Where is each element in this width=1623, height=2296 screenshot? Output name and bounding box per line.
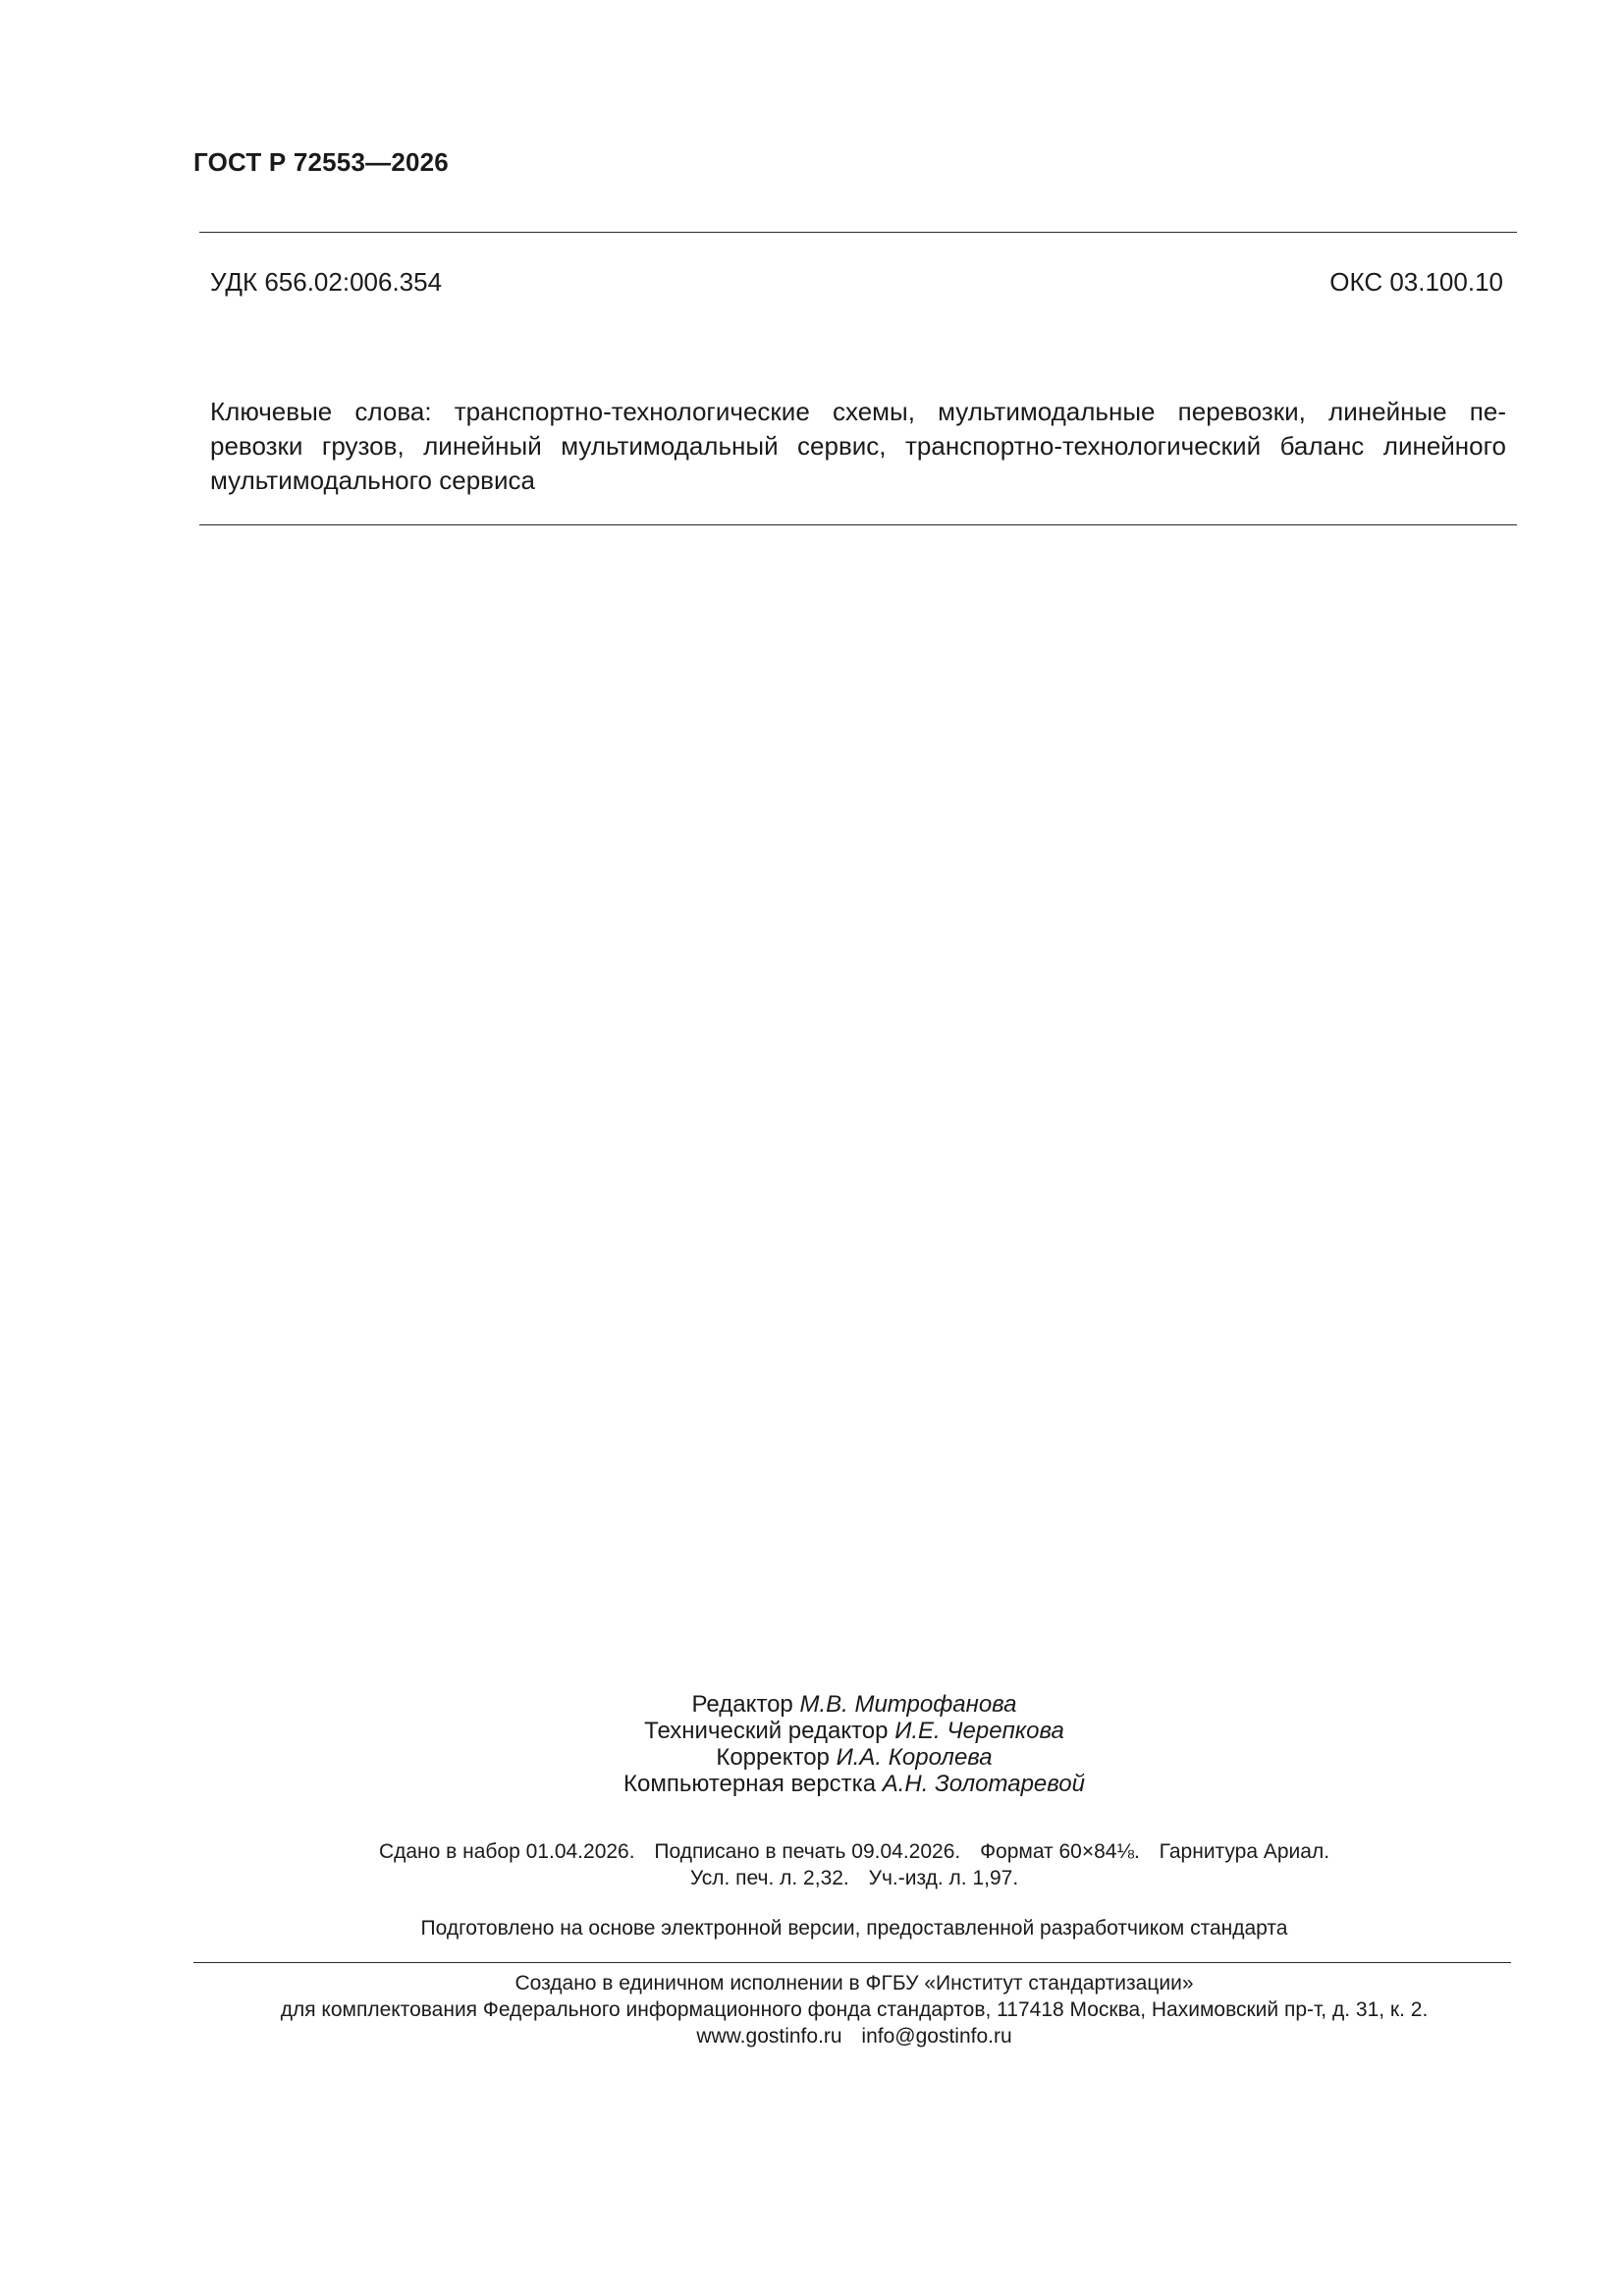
- keywords-line: ревозки грузов, линейный мультимодальный сервис, транспортно-технологический баланс линейного: [210, 431, 1506, 461]
- keywords-divider: [199, 524, 1517, 525]
- editorial-staff: [0, 1691, 1623, 1797]
- keywords-line: Ключевые слова: транспортно-технологические схемы, мультимодальные перевозки, линейные пе-: [210, 397, 1506, 426]
- staff-row-editor: [0, 1691, 1623, 1718]
- submitted-date: Сдано в набор 01.04.2026.: [378, 1840, 635, 1863]
- staff-name: И.А. Королева: [836, 1744, 993, 1771]
- staff-row-tech-editor: [0, 1718, 1623, 1744]
- publisher-footer: [0, 1970, 1623, 2050]
- staff-name: М.В. Митрофанова: [799, 1691, 1017, 1718]
- staff-role: Технический редактор: [644, 1718, 889, 1744]
- print-info: [0, 1838, 1623, 1891]
- email-link[interactable]: info@gostinfo.ru: [861, 2025, 1012, 2048]
- prepared-note: Подготовлено на основе электронной версии, предоставленной разработчиком стандарта: [420, 1917, 1288, 1940]
- footer-contacts: [0, 2023, 1623, 2050]
- staff-name: А.Н. Золотаревой: [882, 1771, 1085, 1797]
- top-divider: [199, 232, 1517, 233]
- typeface: Гарнитура Ариал.: [1159, 1840, 1330, 1863]
- oks-code: ОКС 03.100.10: [1329, 267, 1503, 297]
- footer-divider: [193, 1962, 1511, 1963]
- staff-row-layout: [0, 1771, 1623, 1797]
- signed-date: Подписано в печать 09.04.2026.: [654, 1840, 961, 1863]
- staff-role: Корректор: [716, 1744, 830, 1771]
- print-info-line-1: [0, 1838, 1623, 1865]
- print-info-line-2: [0, 1865, 1623, 1891]
- publisher-sheets: Уч.-изд. л. 1,97.: [868, 1867, 1019, 1889]
- staff-row-proofreader: [0, 1744, 1623, 1771]
- udk-code: УДК 656.02:006.354: [210, 267, 443, 297]
- staff-name: И.Е. Черепкова: [894, 1718, 1064, 1744]
- keywords-line: мультимодального сервиса: [210, 465, 535, 495]
- document-code: ГОСТ Р 72553—2026: [193, 147, 449, 177]
- footer-line-1: Создано в единичном исполнении в ФГБУ «Институт стандартизации»: [514, 1972, 1194, 1995]
- staff-role: Редактор: [691, 1691, 793, 1718]
- paper-format: Формат 60×84⅛.: [980, 1840, 1140, 1863]
- website-link[interactable]: www.gostinfo.ru: [696, 2025, 842, 2048]
- print-sheets: Усл. печ. л. 2,32.: [689, 1867, 849, 1889]
- staff-role: Компьютерная верстка: [623, 1771, 877, 1797]
- keywords-block: [210, 395, 1506, 498]
- footer-line-2: для комплектования Федерального информационного фонда стандартов, 117418 Москва, Нахимовский пр-т, д. 31, к. 2.: [280, 1998, 1429, 2021]
